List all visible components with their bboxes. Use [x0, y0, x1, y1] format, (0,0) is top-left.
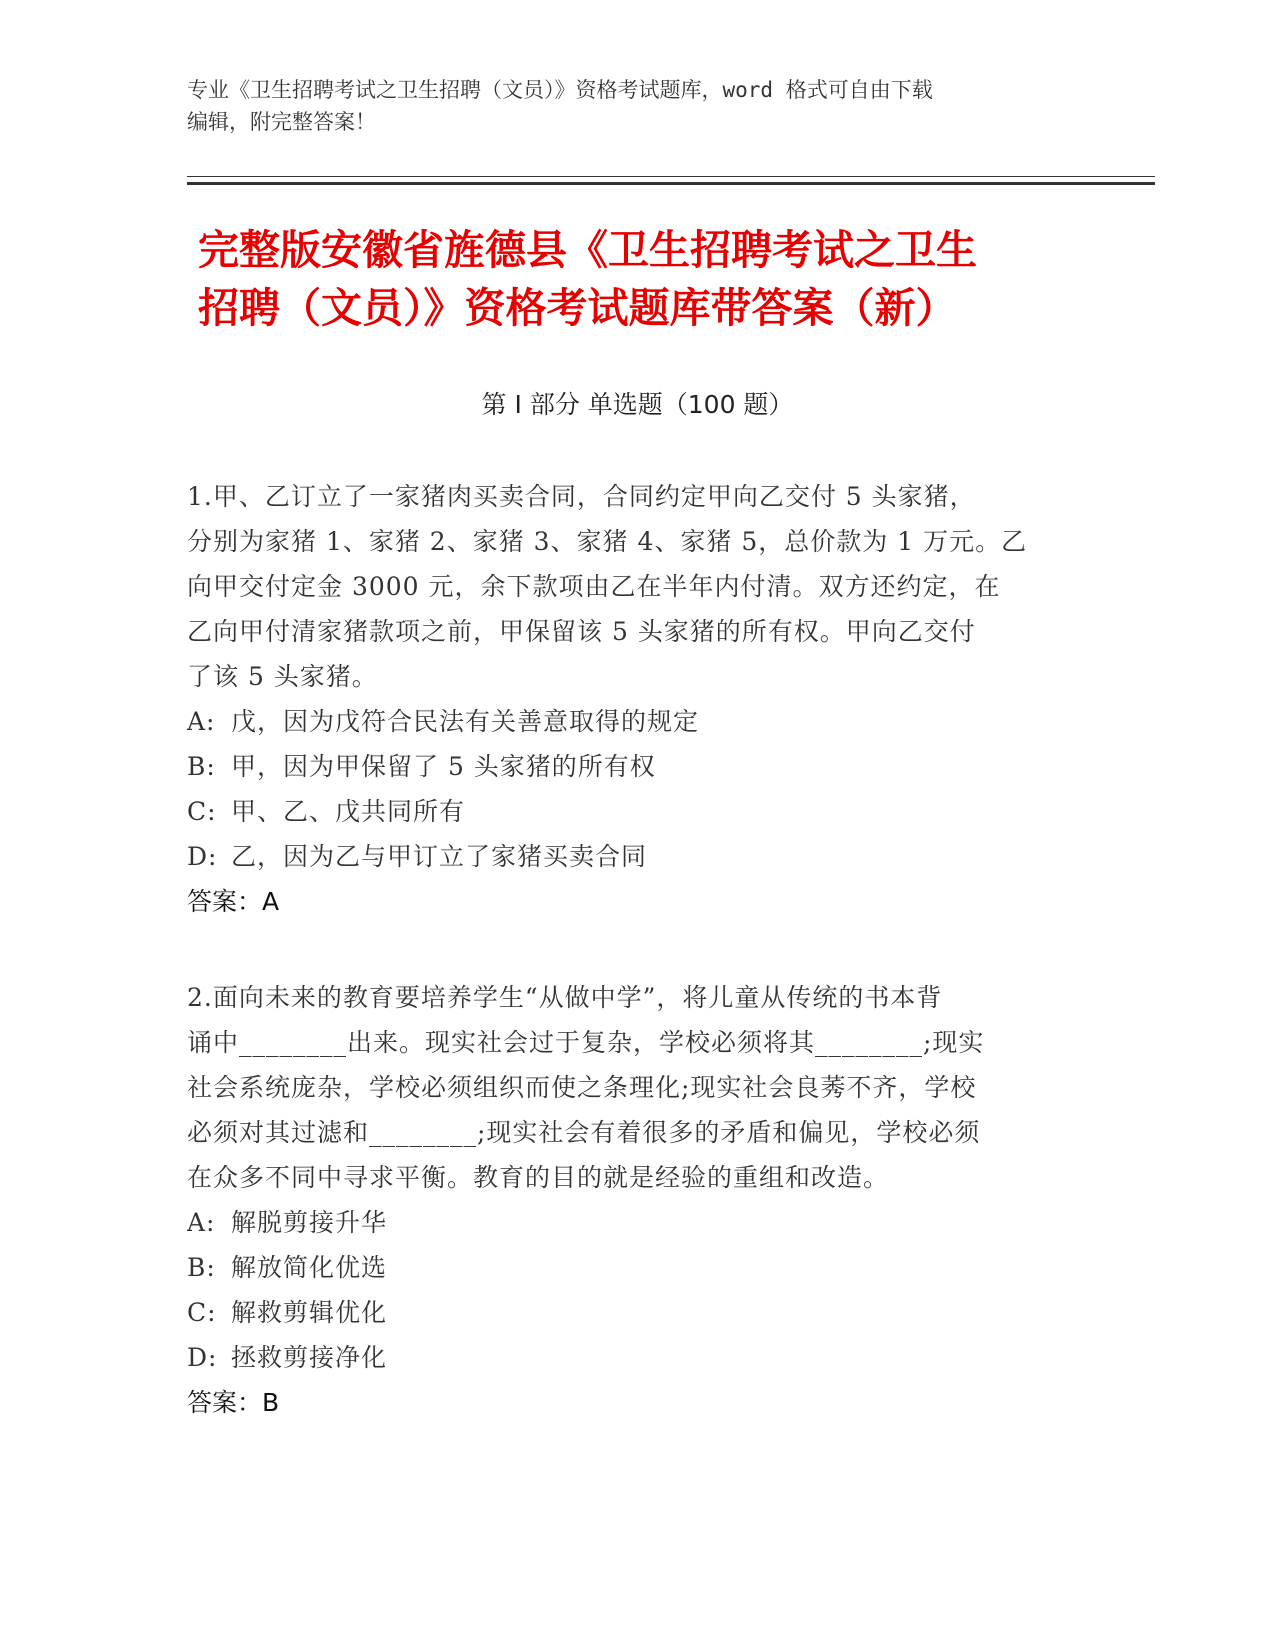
option-b	[187, 1245, 1087, 1290]
option-letter: C:	[187, 797, 217, 826]
option-a	[187, 1200, 1087, 1245]
question-stem-line: 向甲交付定金 3000 元，余下款项由乙在半年内付清。双方还约定，在	[187, 572, 1001, 601]
option-letter: B:	[187, 1253, 216, 1282]
option-c	[187, 789, 1087, 834]
question-stem	[187, 474, 1087, 699]
header-note-line-2: 编辑，附完整答案！	[187, 110, 376, 134]
option-letter: C:	[187, 1298, 217, 1327]
header-note-line-1: 专业《卫生招聘考试之卫生招聘（文员）》资格考试题库，word 格式可自由下载	[187, 78, 933, 102]
question-stem-line: 必须对其过滤和________;现实社会有着很多的矛盾和偏见，学校必须	[187, 1118, 981, 1147]
section-title: 第 I 部分 单选题（100 题）	[481, 390, 794, 419]
answer: 答案：B	[187, 1388, 280, 1417]
option-text: 拯救剪接净化	[231, 1343, 388, 1372]
answer: 答案：A	[187, 887, 280, 916]
question-options	[187, 1200, 1087, 1380]
question-stem-line: 乙向甲付清家猪款项之前，甲保留该 5 头家猪的所有权。甲向乙交付	[187, 617, 976, 646]
option-text: 乙，因为乙与甲订立了家猪买卖合同	[231, 842, 648, 871]
question-stem-line: 了该 5 头家猪。	[187, 662, 378, 691]
question-stem-line: 分别为家猪 1、家猪 2、家猪 3、家猪 4、家猪 5，总价款为 1 万元。乙	[187, 527, 1028, 556]
option-letter: D:	[187, 1343, 218, 1372]
document-title	[198, 221, 1098, 337]
option-c	[187, 1290, 1087, 1335]
question-options	[187, 699, 1087, 879]
option-text: 甲，因为甲保留了 5 头家猪的所有权	[231, 752, 656, 781]
document-title-line-2: 招聘（文员）》资格考试题库带答案（新）	[198, 284, 957, 332]
option-text: 戊，因为戊符合民法有关善意取得的规定	[231, 707, 700, 736]
option-text: 解脱剪接升华	[231, 1208, 388, 1237]
question-stem-line: 1.甲、乙订立了一家猪肉买卖合同，合同约定甲向乙交付 5 头家猪，	[187, 482, 976, 511]
question-1	[187, 474, 1087, 924]
option-text: 解放简化优选	[231, 1253, 388, 1282]
question-stem-line: 诵中________出来。现实社会过于复杂，学校必须将其________;现实	[187, 1028, 985, 1057]
option-d	[187, 834, 1087, 879]
question-stem	[187, 975, 1087, 1200]
question-stem-line: 2.面向未来的教育要培养学生“从做中学”，将儿童从传统的书本背	[187, 983, 943, 1012]
document-title-line-1: 完整版安徽省旌德县《卫生招聘考试之卫生	[198, 226, 977, 274]
header-divider-thin	[187, 176, 1155, 177]
header-divider-thick	[187, 182, 1155, 185]
option-d	[187, 1335, 1087, 1380]
question-stem-line: 在众多不同中寻求平衡。教育的目的就是经验的重组和改造。	[187, 1163, 890, 1192]
option-letter: B:	[187, 752, 216, 781]
option-text: 甲、乙、戊共同所有	[231, 797, 466, 826]
question-2	[187, 975, 1087, 1425]
option-letter: D:	[187, 842, 218, 871]
question-stem-line: 社会系统庞杂，学校必须组织而使之条理化;现实社会良莠不齐，学校	[187, 1073, 977, 1102]
option-text: 解救剪辑优化	[231, 1298, 388, 1327]
option-letter: A:	[187, 707, 216, 736]
option-b	[187, 744, 1087, 789]
option-a	[187, 699, 1087, 744]
header-note	[187, 74, 1067, 138]
option-letter: A:	[187, 1208, 216, 1237]
